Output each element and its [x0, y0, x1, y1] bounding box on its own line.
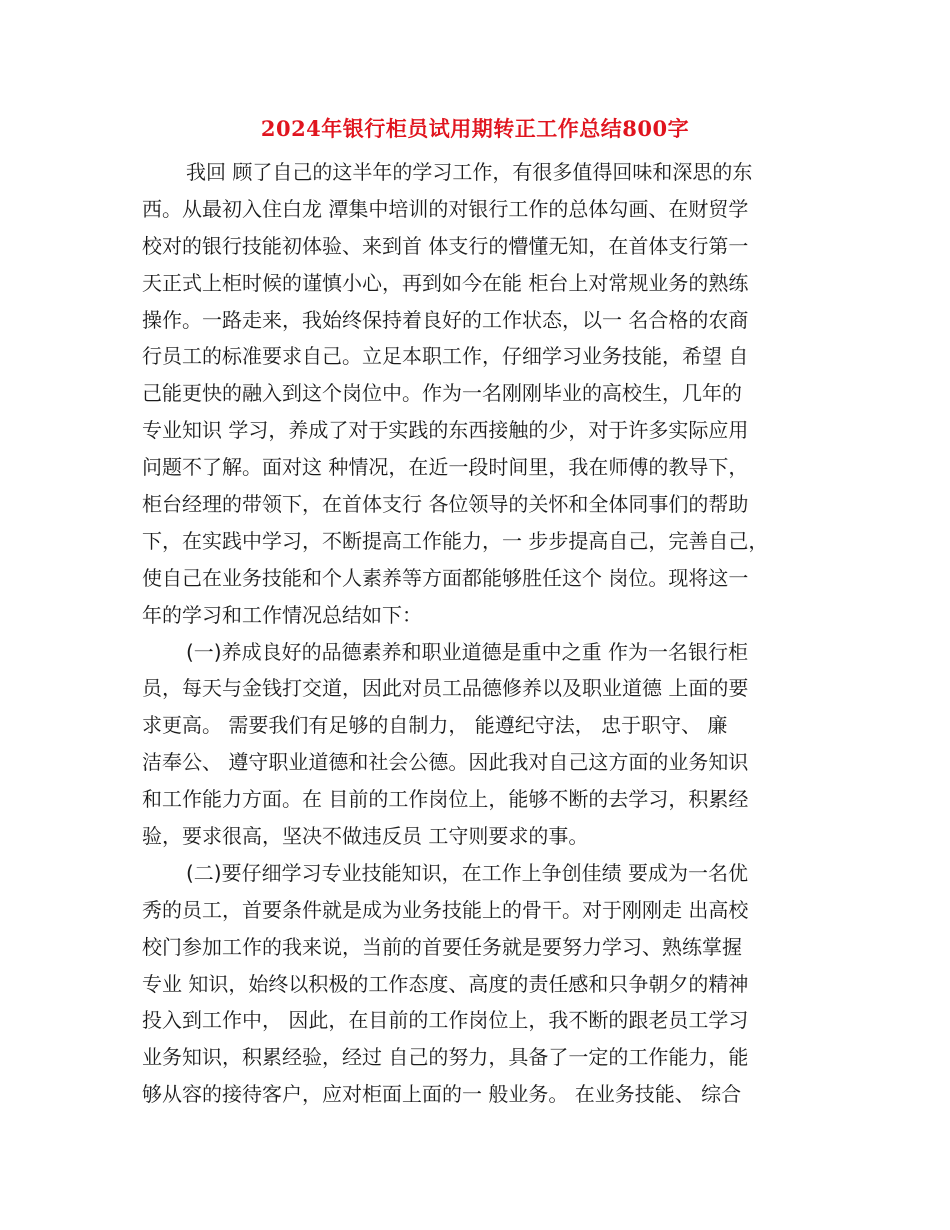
document-body: [142, 154, 822, 1113]
text-line: 己能更快的融入到这个岗位中。作为一名刚刚毕业的高校生，几年的: [142, 381, 742, 406]
text-line: 校对的银行技能初体验、来到首 体支行的懵懂无知，在首体支行第一: [142, 233, 749, 258]
text-line: 柜台经理的带领下，在首体支行 各位领导的关怀和全体同事们的帮助: [142, 492, 749, 517]
text-line: 验，要求很高，坚决不做违反员 工守则要求的事。: [142, 824, 589, 849]
text-line: 校门参加工作的我来说，当前的首要任务就是要努力学习、熟练掌握: [142, 934, 742, 959]
text-line: 投入到工作中， 因此，在目前的工作岗位上，我不断的跟老员工学习: [142, 1008, 749, 1033]
text-line: 年的学习和工作情况总结如下：: [142, 602, 422, 627]
text-line: (一)养成良好的品德素养和职业道德是重中之重 作为一名银行柜: [186, 639, 748, 664]
text-line: 行员工的标准要求自己。立足本职工作，仔细学习业务技能，希望 自: [142, 344, 749, 369]
text-line: 秀的员工，首要条件就是成为业务技能上的骨干。对于刚刚走 出高校: [142, 897, 749, 922]
text-line: 和工作能力方面。在 目前的工作岗位上，能够不断的去学习，积累经: [142, 787, 749, 812]
text-line: 员，每天与金钱打交道，因此对员工品德修养以及职业道德 上面的要: [142, 676, 749, 701]
text-line: 专业 知识，始终以积极的工作态度、高度的责任感和只争朝夕的精神: [142, 971, 749, 996]
text-line: 业务知识，积累经验，经过 自己的努力，具备了一定的工作能力，能: [142, 1045, 749, 1070]
text-line: 天正式上柜时候的谨慎小心，再到如今在能 柜台上对常规业务的熟练: [142, 270, 749, 295]
text-line: 我回 顾了自己的这半年的学习工作，有很多值得回味和深思的东: [186, 160, 753, 184]
text-line: 下，在实践中学习，不断提高工作能力，一 步步提高自己，完善自己，: [142, 528, 769, 553]
text-line: (二)要仔细学习专业技能知识，在工作上争创佳绩 要成为一名优: [186, 860, 748, 885]
text-line: 求更高。 需要我们有足够的自制力， 能遵纪守法， 忠于职守、 廉: [142, 713, 728, 738]
document-title: 2024年银行柜员试用期转正工作总结800字: [260, 116, 690, 141]
text-line: 够从容的接待客户，应对柜面上面的一 般业务。 在业务技能、 综合: [142, 1082, 742, 1107]
text-line: 专业知识 学习，养成了对于实践的东西接触的少，对于许多实际应用: [142, 418, 749, 443]
text-line: 操作。一路走来，我始终保持着良好的工作状态，以一 名合格的农商: [142, 307, 749, 332]
text-line: 洁奉公、 遵守职业道德和社会公德。因此我对自己这方面的业务知识: [142, 750, 749, 775]
text-line: 使自己在业务技能和个人素养等方面都能够胜任这个 岗位。现将这一: [142, 565, 749, 590]
text-line: 问题不了解。面对这 种情况，在近一段时间里，我在师傅的教导下，: [142, 455, 749, 480]
text-line: 西。从最初入住白龙 潭集中培训的对银行工作的总体勾画、在财贸学: [142, 196, 749, 221]
